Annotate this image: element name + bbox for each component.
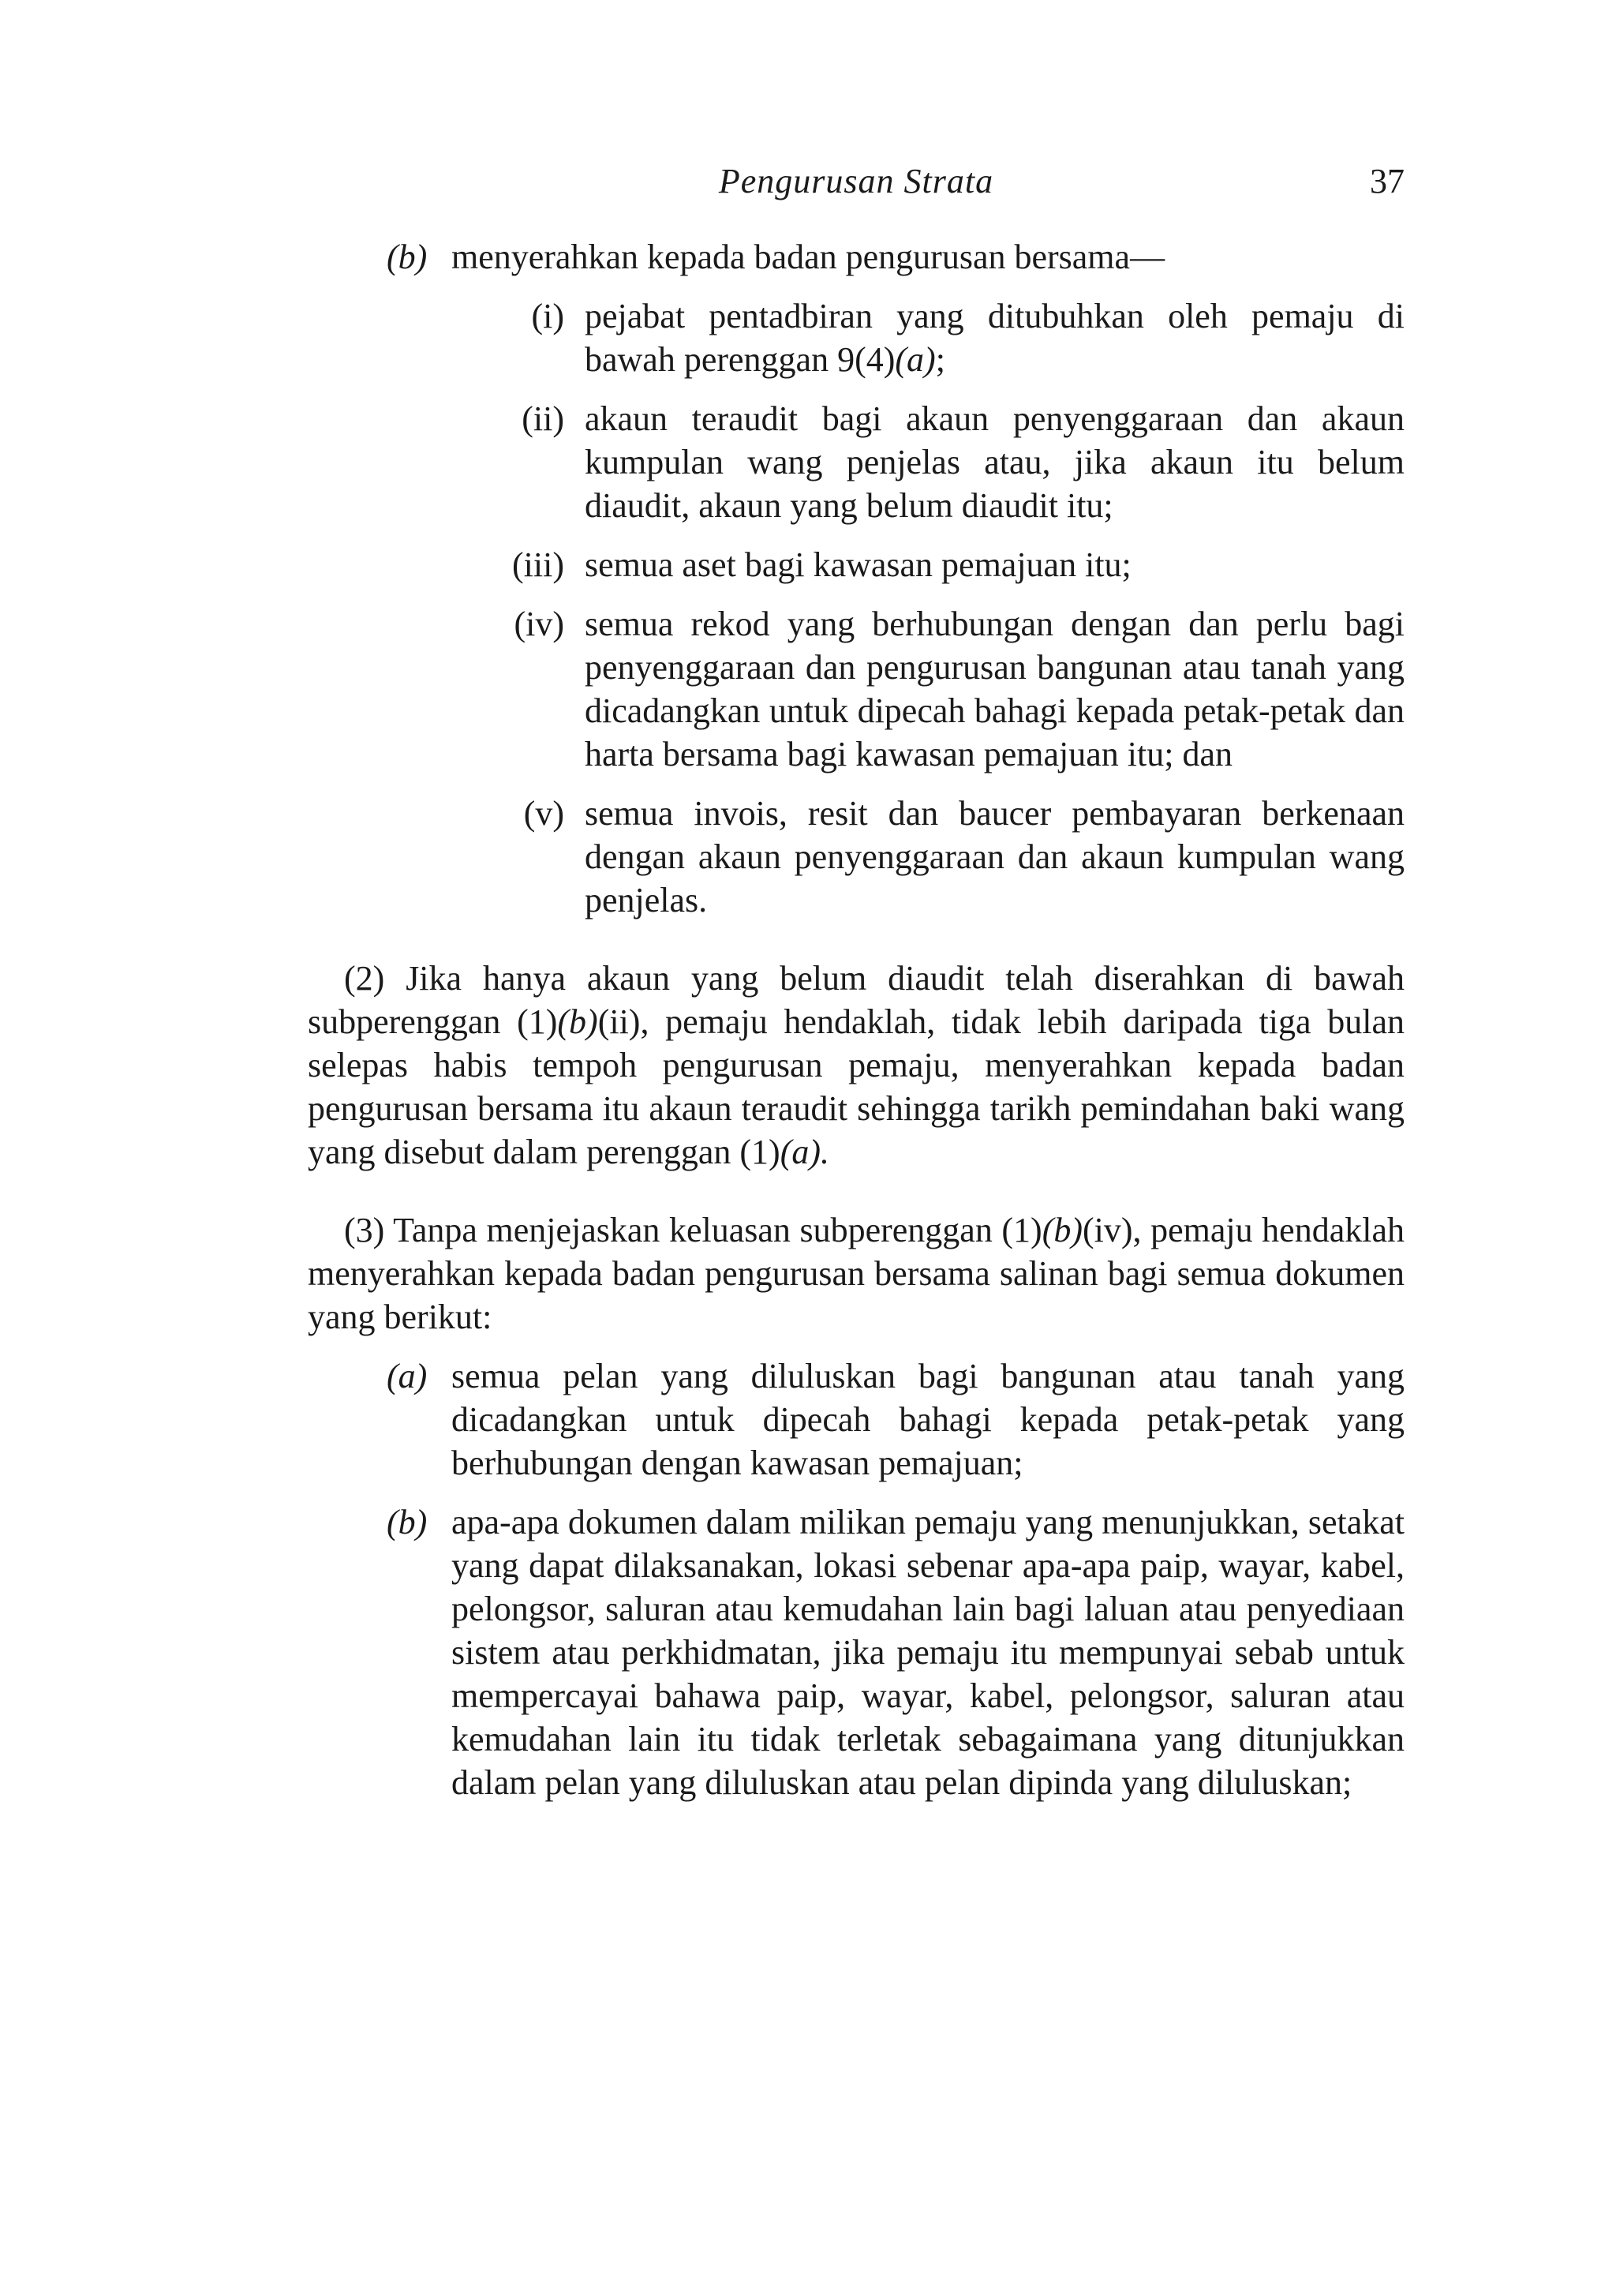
subsection-2-text: (ii), pemaju hendaklah, tidak lebih daripada tiga bulan selepas habis tempoh pengurusan pemaju, menyerahkan kepada badan pengurusan bersama itu akaun teraudit sehingga tarikh pemindahan baki wang yang disebut dalam perenggan (1) [308,1002,1405,1171]
subsection-3-text: (3) Tanpa menjejaskan keluasan subperenggan (1) [344,1211,1042,1249]
subitem-text [585,294,1405,381]
subitem-text-part: pejabat pentadbiran yang ditubuhkan oleh pemaju di bawah perenggan 9(4) [585,297,1405,379]
subitem-iv [308,602,1405,776]
item-marker: (a) [387,1357,428,1395]
page-number: 37 [1370,162,1405,200]
subitem-ii [308,397,1405,527]
clause-b-lead: menyerahkan kepada badan pengurusan bersama— [451,238,1165,276]
subitem-marker: (i) [531,297,564,335]
subsection-3 [308,1208,1405,1339]
subsection-3-item-b [308,1500,1405,1804]
subsection-2 [308,957,1405,1174]
subsection-3-item-a [308,1354,1405,1485]
subitem-text: semua aset bagi kawasan pemajuan itu; [585,545,1132,584]
subitem-text-part: ; [935,340,945,379]
subitem-v [308,792,1405,922]
item-text: apa-apa dokumen dalam milikan pemaju yang menunjukkan, setakat yang dapat dilaksanakan, lokasi sebenar apa-apa paip, wayar, kabel, pelongsor, saluran atau kemudahan lain bagi laluan atau penyediaan sistem atau perkhidmatan, jika pemaju itu mempunyai sebab untuk mempercayai bahawa paip, wayar, kabel, pelongsor, saluran atau kemudahan lain itu tidak terletak sebagaimana yang ditunjukkan dalam pelan yang diluluskan atau pelan dipinda yang diluluskan; [451,1503,1405,1802]
running-title: Pengurusan Strata [718,162,994,200]
item-text: semua pelan yang diluluskan bagi bangunan atau tanah yang dicadangkan untuk dipecah bahagi kepada petak-petak yang berhubungan dengan kawasan pemajuan; [451,1357,1405,1482]
subitem-marker: (iii) [512,545,564,584]
subitem-marker: (iv) [514,605,564,643]
subsection-3-italic: (b) [1042,1211,1083,1249]
clause-b [308,235,1405,279]
subitem-i [308,294,1405,381]
subsection-3-text: (iv), pemaju hendaklah menyerahkan kepada badan pengurusan bersama salinan bagi semua dokumen yang berikut: [308,1211,1405,1336]
subsection-2-italic: (b) [557,1002,598,1041]
subitem-marker: (ii) [522,399,564,438]
running-header [308,158,1405,205]
subitem-iii [308,543,1405,586]
subitem-marker: (v) [523,794,564,833]
subsection-2-text: (2) Jika hanya akaun yang belum diaudit telah diserahkan di bawah subperenggan (1) [308,959,1405,1041]
subitem-text: semua invois, resit dan baucer pembayaran berkenaan dengan akaun penyenggaraan dan akaun kumpulan wang penjelas. [585,794,1405,920]
subitem-text: semua rekod yang berhubungan dengan dan perlu bagi penyenggaraan dan pengurusan bangunan atau tanah yang dicadangkan untuk dipecah bahagi kepada petak-petak dan harta bersama bagi kawasan pemajuan itu; dan [585,605,1405,773]
item-marker: (b) [387,1503,428,1541]
subitem-text: akaun teraudit bagi akaun penyenggaraan dan akaun kumpulan wang penjelas atau, jika akaun itu belum diaudit, akaun yang belum diaudit itu; [585,399,1405,525]
document-body [308,235,1405,1804]
subsection-2-italic: (a). [780,1133,829,1171]
subitem-text-italic: (a) [895,340,936,379]
clause-b-marker: (b) [387,238,428,276]
